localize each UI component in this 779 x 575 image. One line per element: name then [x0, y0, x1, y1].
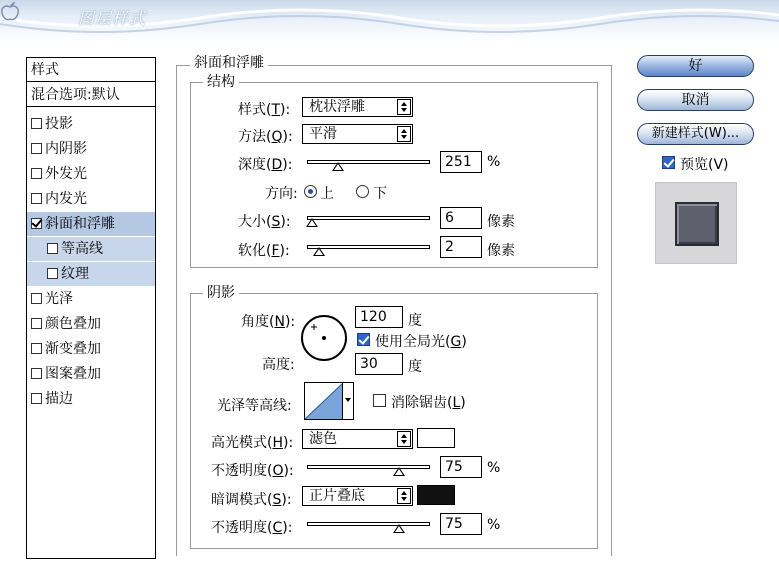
- style-item-texture[interactable]: [27, 262, 155, 286]
- altitude-label: 高度:: [262, 357, 295, 373]
- shadow-opacity-unit: %: [487, 517, 501, 533]
- highlight-color-swatch[interactable]: [417, 428, 455, 448]
- direction-label: 方向:: [265, 186, 298, 202]
- antialias-checkbox[interactable]: [373, 394, 386, 407]
- soften-input[interactable]: 2: [440, 236, 482, 258]
- soften-slider-track[interactable]: [307, 245, 430, 249]
- shadow-mode-label: 暗调模式(S):: [211, 492, 292, 508]
- depth-slider-thumb[interactable]: [332, 162, 344, 171]
- preview-label: 预览(V): [680, 157, 729, 173]
- checkbox-bevel-emboss[interactable]: [31, 218, 42, 229]
- checkbox-texture[interactable]: [47, 268, 58, 279]
- shadow-color-swatch[interactable]: [417, 485, 455, 505]
- soften-slider-thumb[interactable]: [313, 247, 325, 256]
- technique-value: 平滑: [309, 126, 337, 142]
- checkbox-drop-shadow[interactable]: [31, 118, 42, 129]
- style-item-label: 光泽: [45, 291, 73, 307]
- select-arrows-icon: [397, 126, 411, 142]
- checkbox-satin[interactable]: [31, 293, 42, 304]
- ok-button[interactable]: 好: [637, 55, 754, 77]
- highlight-opacity-input[interactable]: 75: [440, 456, 482, 478]
- shading-title: 阴影: [203, 285, 239, 301]
- size-label: 大小(S):: [238, 214, 291, 230]
- technique-select[interactable]: [302, 124, 413, 144]
- checkbox-stroke[interactable]: [31, 393, 42, 404]
- highlight-opacity-unit: %: [487, 460, 501, 476]
- select-arrows-icon: [397, 431, 411, 447]
- style-item-contour[interactable]: [27, 237, 155, 261]
- checkbox-gradient-overlay[interactable]: [31, 343, 42, 354]
- preview-checkbox[interactable]: [662, 156, 675, 169]
- shadow-opacity-input[interactable]: 75: [440, 513, 482, 535]
- highlight-mode-value: 滤色: [309, 431, 337, 447]
- style-item-label: 颜色叠加: [45, 316, 101, 332]
- angle-label: 角度(N):: [241, 314, 296, 330]
- shadow-mode-value: 正片叠底: [309, 488, 365, 504]
- direction-up-label: 上: [320, 186, 334, 202]
- gloss-contour-label: 光泽等高线:: [217, 398, 292, 414]
- style-list-header-label: 样式: [31, 62, 59, 78]
- style-item-color-overlay[interactable]: [27, 312, 155, 336]
- soften-label: 软化(F):: [238, 243, 290, 259]
- contour-preview-icon: [305, 383, 343, 419]
- angle-unit: 度: [408, 313, 422, 329]
- depth-slider-track[interactable]: [307, 160, 430, 164]
- soften-unit: 像素: [487, 243, 515, 259]
- gloss-contour-picker[interactable]: [304, 382, 354, 420]
- direction-down-radio[interactable]: [356, 185, 369, 198]
- style-item-bevel-emboss[interactable]: [27, 212, 155, 236]
- direction-up-radio[interactable]: [304, 185, 317, 198]
- checkbox-inner-shadow[interactable]: [31, 143, 42, 154]
- window-title: 图层样式: [78, 9, 147, 28]
- style-list: [26, 57, 156, 559]
- style-item-label: 投影: [45, 116, 73, 132]
- cancel-button[interactable]: 取消: [637, 89, 754, 111]
- bevel-emboss-title: 斜面和浮雕: [190, 55, 268, 71]
- style-list-header[interactable]: [27, 58, 155, 82]
- checkbox-color-overlay[interactable]: [31, 318, 42, 329]
- style-item-label: 纹理: [61, 266, 89, 282]
- blend-options-item[interactable]: [27, 83, 155, 107]
- structure-title: 结构: [203, 74, 239, 90]
- depth-input[interactable]: 251: [440, 151, 482, 173]
- bevel-style-select[interactable]: [302, 97, 413, 117]
- new-style-button[interactable]: 新建样式(W)...: [637, 123, 754, 145]
- depth-label: 深度(D):: [238, 157, 293, 173]
- highlight-mode-select[interactable]: [302, 429, 413, 449]
- size-unit: 像素: [487, 214, 515, 230]
- style-item-label: 内阴影: [45, 141, 87, 157]
- style-item-inner-shadow[interactable]: [27, 137, 155, 161]
- blend-options-label: 混合选项:默认: [31, 87, 120, 103]
- highlight-opacity-label: 不透明度(O):: [211, 463, 294, 479]
- global-light-label: 使用全局光(G): [375, 334, 467, 350]
- style-item-satin[interactable]: [27, 287, 155, 311]
- size-slider-thumb[interactable]: [306, 218, 318, 227]
- global-light-checkbox[interactable]: [357, 333, 370, 346]
- shadow-mode-select[interactable]: [302, 486, 413, 506]
- angle-input[interactable]: 120: [355, 306, 403, 328]
- altitude-unit: 度: [408, 359, 422, 375]
- style-item-drop-shadow[interactable]: [27, 112, 155, 136]
- angle-dial[interactable]: [299, 313, 349, 363]
- style-item-stroke[interactable]: [27, 387, 155, 411]
- antialias-label: 消除锯齿(L): [391, 395, 466, 411]
- size-input[interactable]: 6: [440, 207, 482, 229]
- apple-icon: [0, 0, 20, 22]
- style-item-label: 外发光: [45, 166, 87, 182]
- altitude-input[interactable]: 30: [355, 353, 403, 375]
- depth-unit: %: [487, 154, 501, 170]
- highlight-mode-label: 高光模式(H):: [211, 435, 294, 451]
- shadow-opacity-slider-track[interactable]: [307, 522, 430, 526]
- checkbox-pattern-overlay[interactable]: [31, 368, 42, 379]
- style-item-label: 等高线: [61, 241, 103, 257]
- style-item-outer-glow[interactable]: [27, 162, 155, 186]
- style-label: 样式(T):: [238, 102, 291, 118]
- style-item-pattern-overlay[interactable]: [27, 362, 155, 386]
- select-arrows-icon: [397, 99, 411, 115]
- style-item-label: 内发光: [45, 191, 87, 207]
- checkbox-outer-glow[interactable]: [31, 168, 42, 179]
- contour-dropdown-icon[interactable]: [342, 383, 353, 419]
- highlight-opacity-slider-track[interactable]: [307, 465, 430, 469]
- size-slider-track[interactable]: [307, 216, 430, 220]
- shadow-opacity-slider-thumb[interactable]: [393, 524, 405, 533]
- checkbox-contour[interactable]: [47, 243, 58, 254]
- title-bar[interactable]: [0, 0, 779, 42]
- method-label: 方法(Q):: [238, 129, 293, 145]
- style-item-label: 斜面和浮雕: [45, 216, 115, 232]
- style-item-label: 图案叠加: [45, 366, 101, 382]
- shadow-opacity-label: 不透明度(C):: [211, 520, 293, 536]
- select-arrows-icon: [397, 488, 411, 504]
- direction-down-label: 下: [373, 186, 387, 202]
- style-item-gradient-overlay[interactable]: [27, 337, 155, 361]
- style-item-label: 渐变叠加: [45, 341, 101, 357]
- highlight-opacity-slider-thumb[interactable]: [393, 467, 405, 476]
- checkbox-inner-glow[interactable]: [31, 193, 42, 204]
- style-preview-swatch: [675, 202, 719, 246]
- style-item-inner-glow[interactable]: [27, 187, 155, 211]
- style-preview: [655, 182, 737, 264]
- bevel-style-value: 枕状浮雕: [309, 99, 365, 115]
- style-item-label: 描边: [45, 391, 73, 407]
